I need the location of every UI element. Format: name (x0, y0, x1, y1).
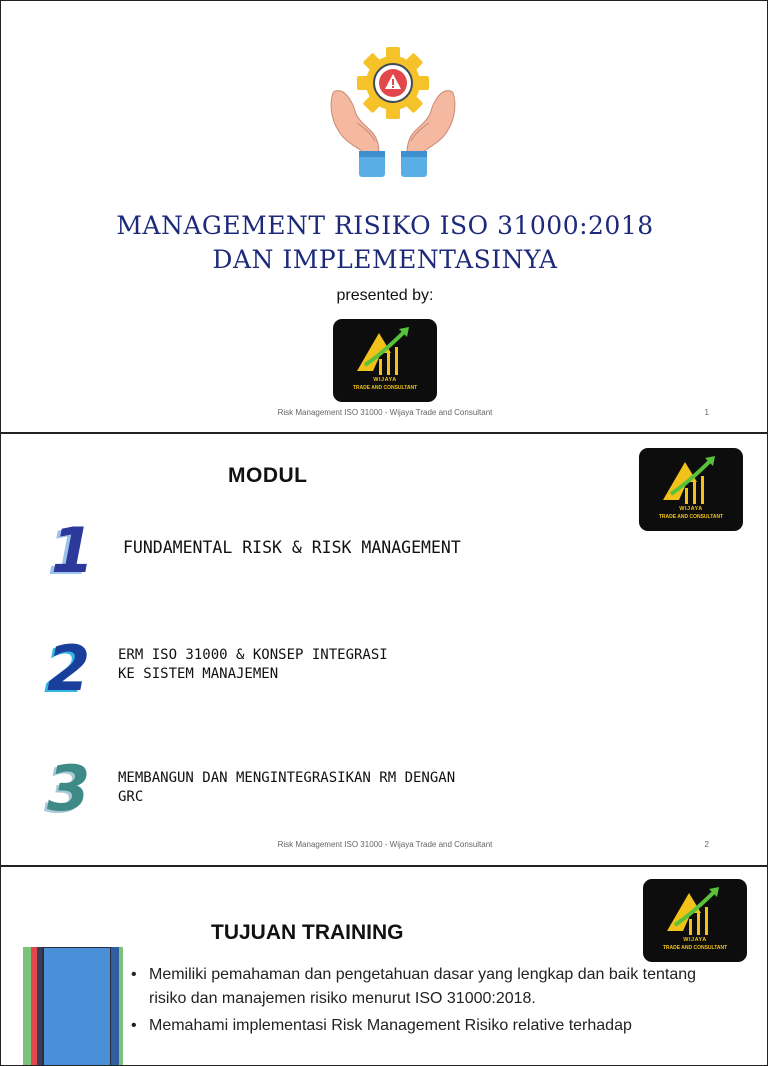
tujuan-training-heading: TUJUAN TRAINING (211, 921, 404, 944)
slide-footer: Risk Management ISO 31000 - Wijaya Trade and Consultant (277, 840, 493, 849)
logo-name: WIJAYA (679, 506, 703, 512)
module-2-title-line-2: KE SISTEM MANAJEMEN (118, 666, 279, 682)
modul-heading: MODUL (228, 464, 308, 487)
logo-subtitle: TRADE AND CONSULTANT (352, 385, 418, 391)
slide-2[interactable] (0, 433, 768, 866)
wijaya-logo (333, 319, 437, 402)
module-3-title (118, 769, 598, 807)
presented-by-label: presented by: (336, 287, 434, 304)
page-number: 2 (704, 840, 709, 849)
slide-3[interactable] (0, 866, 768, 1066)
wijaya-logo (639, 448, 743, 531)
page-number: 1 (704, 408, 709, 417)
module-2-title (118, 646, 498, 684)
slide-1[interactable] (0, 0, 768, 433)
wijaya-logo (643, 879, 747, 962)
logo-subtitle: TRADE AND CONSULTANT (662, 945, 728, 951)
logo-name: WIJAYA (683, 937, 707, 943)
module-3-title-line-2: GRC (118, 789, 144, 805)
book-icon (23, 947, 123, 1066)
training-objectives-list (131, 963, 731, 1041)
module-1-title: FUNDAMENTAL RISK & RISK MANAGEMENT (123, 538, 461, 557)
module-number-3: 3 (47, 752, 91, 825)
logo-subtitle: TRADE AND CONSULTANT (658, 514, 724, 520)
module-number-1: 1 (51, 514, 95, 587)
module-3-title-line-1: MEMBANGUN DAN MENGINTEGRASIKAN RM DENGAN (118, 770, 456, 786)
module-2-title-line-1: ERM ISO 31000 & KONSEP INTEGRASI (118, 647, 388, 663)
logo-name: WIJAYA (373, 377, 397, 383)
module-number-2: 2 (47, 632, 91, 705)
risk-management-hands-gear-icon (327, 45, 459, 185)
slide-footer: Risk Management ISO 31000 - Wijaya Trade and Consultant (277, 408, 493, 417)
list-item: • Memahami implementasi Risk Management Risiko relative terhadap (131, 1014, 731, 1038)
presentation-title-line-1: MANAGEMENT RISIKO ISO 31000:2018 (116, 211, 654, 240)
list-item: • Memiliki pemahaman dan pengetahuan dasar yang lengkap dan baik tentang risiko dan manajemen risiko menurut ISO 31000:2018. (131, 963, 731, 1011)
presentation-title-line-2: DAN IMPLEMENTASINYA (212, 245, 558, 274)
